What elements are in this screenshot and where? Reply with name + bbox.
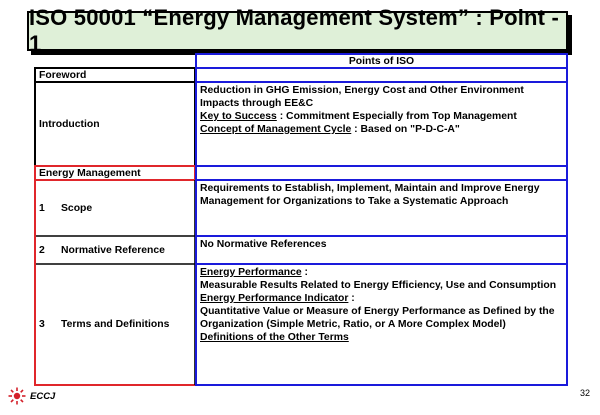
terms-number: 3 xyxy=(39,319,45,330)
key-to-success-text: : Commitment Especially from Top Management xyxy=(276,111,517,122)
sun-logo-icon xyxy=(8,387,26,405)
energy-performance-label: Energy Performance xyxy=(200,267,302,278)
section-energy-management: Energy Management xyxy=(39,167,141,179)
energy-performance-colon: : xyxy=(301,267,308,278)
slide-title: ISO 50001 “Energy Management System” : Point - 1 xyxy=(27,11,568,51)
scope-row-label xyxy=(36,180,194,236)
scope-number: 1 xyxy=(39,202,45,214)
energy-performance xyxy=(200,266,564,279)
terms-row-label xyxy=(36,264,194,385)
key-to-success xyxy=(200,110,564,123)
logo-text: ECCJ xyxy=(30,390,56,402)
eccj-logo xyxy=(8,387,55,405)
normative-row-label xyxy=(36,236,194,264)
management-cycle-text: : Based on "P-D-C-A" xyxy=(351,124,460,135)
introduction-text: Reduction in GHG Emission, Energy Cost and Other Environment Impacts through EE&C xyxy=(200,85,524,109)
epi-text: Quantitative Value or Measure of Energy Performance as Defined by the Organization (Simple Metric, Ratio, or A More Complex Model) xyxy=(200,306,555,330)
introduction-content xyxy=(196,82,567,166)
normative-number: 2 xyxy=(39,244,45,256)
table-header: Points of ISO xyxy=(348,55,415,67)
terms-content xyxy=(196,264,567,385)
energy-performance-indicator xyxy=(200,292,564,305)
epi-label: Energy Performance Indicator xyxy=(200,293,349,304)
terms-label: Terms and Definitions xyxy=(61,319,170,330)
management-cycle-label: Concept of Management Cycle xyxy=(200,124,352,135)
energy-performance-text: Measurable Results Related to Energy Efficiency, Use and Consumption xyxy=(200,280,557,291)
scope-text: Requirements to Establish, Implement, Maintain and Improve Energy Management for Organizations to Take a Systematic Approach xyxy=(200,183,540,207)
management-cycle xyxy=(200,123,564,136)
epi-colon: : xyxy=(348,293,355,304)
introduction-label: Introduction xyxy=(39,118,100,130)
normative-label: Normative Reference xyxy=(61,244,165,256)
key-to-success-label: Key to Success xyxy=(200,111,277,122)
scope-label: Scope xyxy=(61,202,93,214)
page-number: 32 xyxy=(579,388,590,398)
normative-text: No Normative References xyxy=(200,239,327,250)
foreword-label: Foreword xyxy=(39,69,87,81)
other-terms: Definitions of the Other Terms xyxy=(200,332,349,343)
